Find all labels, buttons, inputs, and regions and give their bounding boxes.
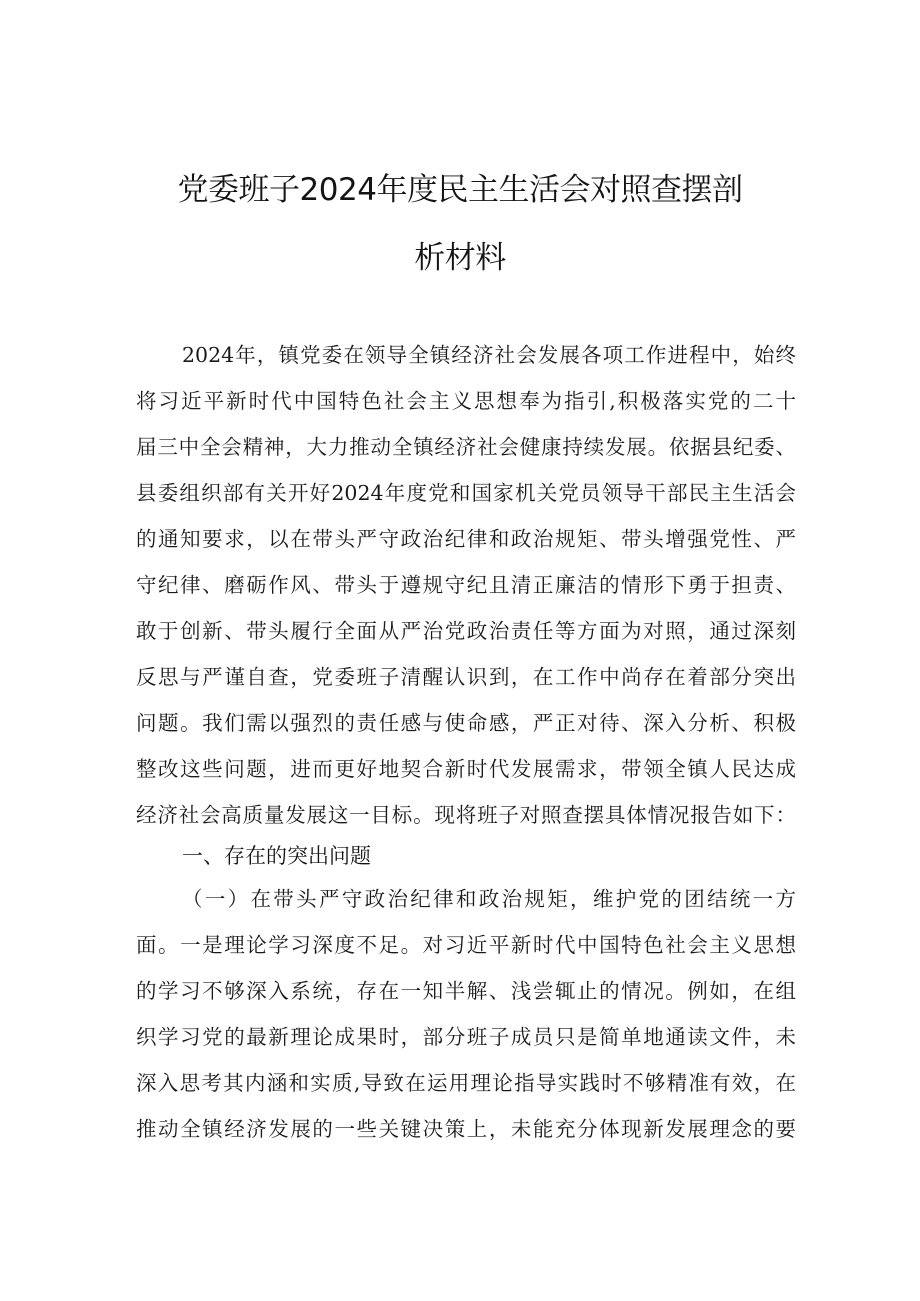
intro-line: 经济社会高质量发展这一目标。现将班子对照查摆具体情况报告如下： bbox=[136, 803, 796, 827]
subsection-line: 深入思考其内涵和实质,导致在运用理论指导实践时不够精准有效，在 bbox=[136, 1071, 796, 1095]
document-title-line-2: 析材料 bbox=[414, 240, 506, 276]
intro-line: 敢于创新、带头履行全面从严治党政治责任等方面为对照，通过深刻 bbox=[136, 619, 796, 643]
document-title-line-1: 党委班子2024年度民主生活会对照查摆剖 bbox=[177, 172, 743, 208]
subsection-line: （一）在带头严守政治纪律和政治规矩，维护党的团结统一方 bbox=[182, 887, 796, 911]
intro-line: 问题。我们需以强烈的责任感与使命感，严正对待、深入分析、积极 bbox=[136, 711, 796, 735]
intro-line: 反思与严谨自查，党委班子清醒认识到，在工作中尚存在着部分突出 bbox=[136, 665, 796, 689]
intro-line: 县委组织部有关开好2024年度党和国家机关党员领导干部民主生活会 bbox=[136, 481, 796, 505]
subsection-line: 推动全镇经济发展的一些关键决策上，未能充分体现新发展理念的要 bbox=[136, 1117, 796, 1141]
intro-line: 的通知要求，以在带头严守政治纪律和政治规矩、带头增强党性、严 bbox=[136, 527, 796, 551]
intro-line: 将习近平新时代中国特色社会主义思想奉为指引,积极落实党的二十 bbox=[136, 389, 796, 413]
subsection-line: 面。一是理论学习深度不足。对习近平新时代中国特色社会主义思想 bbox=[136, 933, 796, 957]
intro-line: 整改这些问题，进而更好地契合新时代发展需求，带领全镇人民达成 bbox=[136, 757, 796, 781]
intro-line: 守纪律、磨砺作风、带头于遵规守纪且清正廉洁的情形下勇于担责、 bbox=[136, 573, 796, 597]
intro-line: 2024年，镇党委在领导全镇经济社会发展各项工作进程中，始终 bbox=[182, 343, 796, 367]
intro-line: 届三中全会精神，大力推动全镇经济社会健康持续发展。依据县纪委、 bbox=[136, 435, 796, 459]
subsection-line: 织学习党的最新理论成果时，部分班子成员只是简单地通读文件，未 bbox=[136, 1025, 796, 1049]
subsection-line: 的学习不够深入系统，存在一知半解、浅尝辄止的情况。例如，在组 bbox=[136, 979, 796, 1003]
section-heading: 一、存在的突出问题 bbox=[182, 844, 371, 868]
